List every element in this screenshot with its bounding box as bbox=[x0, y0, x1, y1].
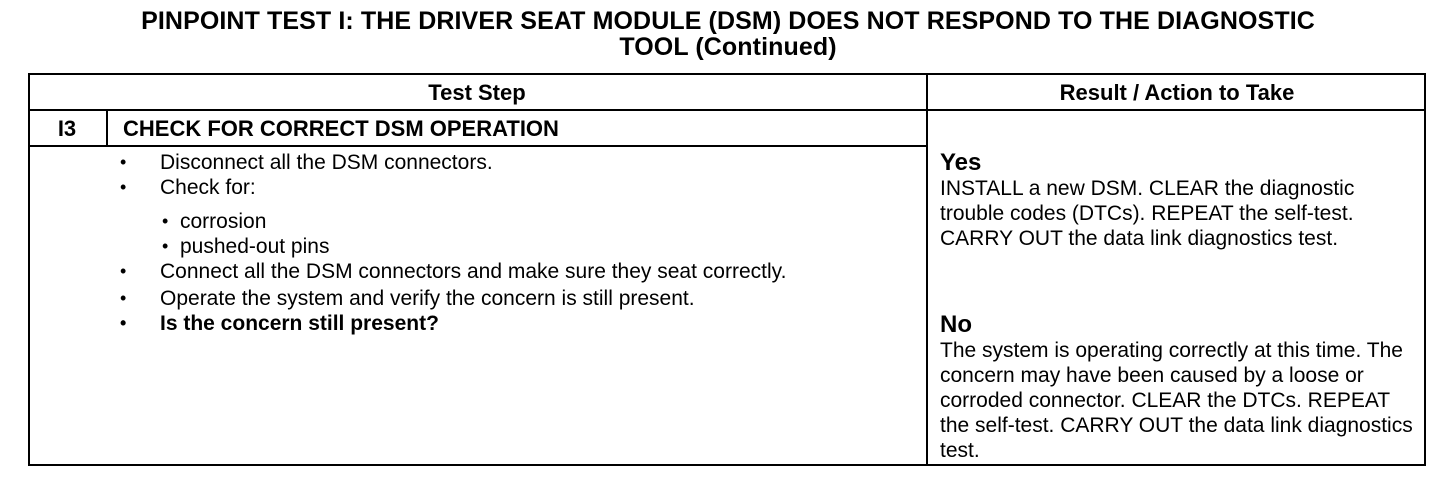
list-item: • Disconnect all the DSM connectors. bbox=[120, 151, 493, 174]
header-divider bbox=[28, 109, 1426, 111]
step-instructions bbox=[118, 150, 908, 336]
list-item: • Connect all the DSM connectors and make sure they seat correctly. bbox=[120, 260, 787, 283]
step-title: CHECK FOR CORRECT DSM OPERATION bbox=[123, 116, 559, 141]
bullet-icon: • bbox=[120, 261, 127, 281]
step-id: I3 bbox=[57, 116, 77, 141]
bullet-icon: • bbox=[120, 177, 127, 197]
page-title bbox=[28, 8, 1428, 60]
no-label: No bbox=[940, 311, 972, 338]
bullet-icon: • bbox=[120, 313, 127, 333]
bullet-icon: • bbox=[120, 288, 127, 308]
no-action-text: The system is operating correctly at this time. The concern may have been caused by a loose or corroded connector. CLEAR the DTCs. REPEAT the self-test. CARRY OUT the data link diagnostics test. bbox=[940, 339, 1413, 462]
sub-list-item: • corrosion bbox=[162, 210, 267, 233]
bullet-icon: • bbox=[162, 236, 169, 256]
result-no bbox=[940, 312, 1420, 463]
bullet-icon: • bbox=[120, 152, 127, 172]
list-item: • Operate the system and verify the concern is still present. bbox=[120, 287, 695, 310]
title-line-1: PINPOINT TEST I: THE DRIVER SEAT MODULE (DSM) DOES NOT RESPOND TO THE DIAGNOSTIC bbox=[141, 7, 1315, 35]
column-divider bbox=[926, 73, 928, 466]
result-yes bbox=[940, 150, 1420, 251]
header-test-step: Test Step bbox=[428, 80, 526, 105]
title-line-2: TOOL (Continued) bbox=[619, 33, 837, 61]
yes-label: Yes bbox=[940, 149, 982, 176]
step-id-divider bbox=[106, 109, 108, 147]
step-title-divider-left bbox=[28, 145, 928, 147]
list-item: • Check for: bbox=[120, 176, 256, 199]
yes-action-text: INSTALL a new DSM. CLEAR the diagnostic trouble codes (DTCs). REPEAT the self-test. CARRY OUT the data link diagnostics test. bbox=[940, 177, 1355, 250]
list-item-question: • Is the concern still present? bbox=[120, 312, 439, 335]
sub-list-item: • pushed-out pins bbox=[162, 235, 330, 258]
header-result-action: Result / Action to Take bbox=[1059, 80, 1295, 105]
bullet-icon: • bbox=[162, 211, 169, 231]
